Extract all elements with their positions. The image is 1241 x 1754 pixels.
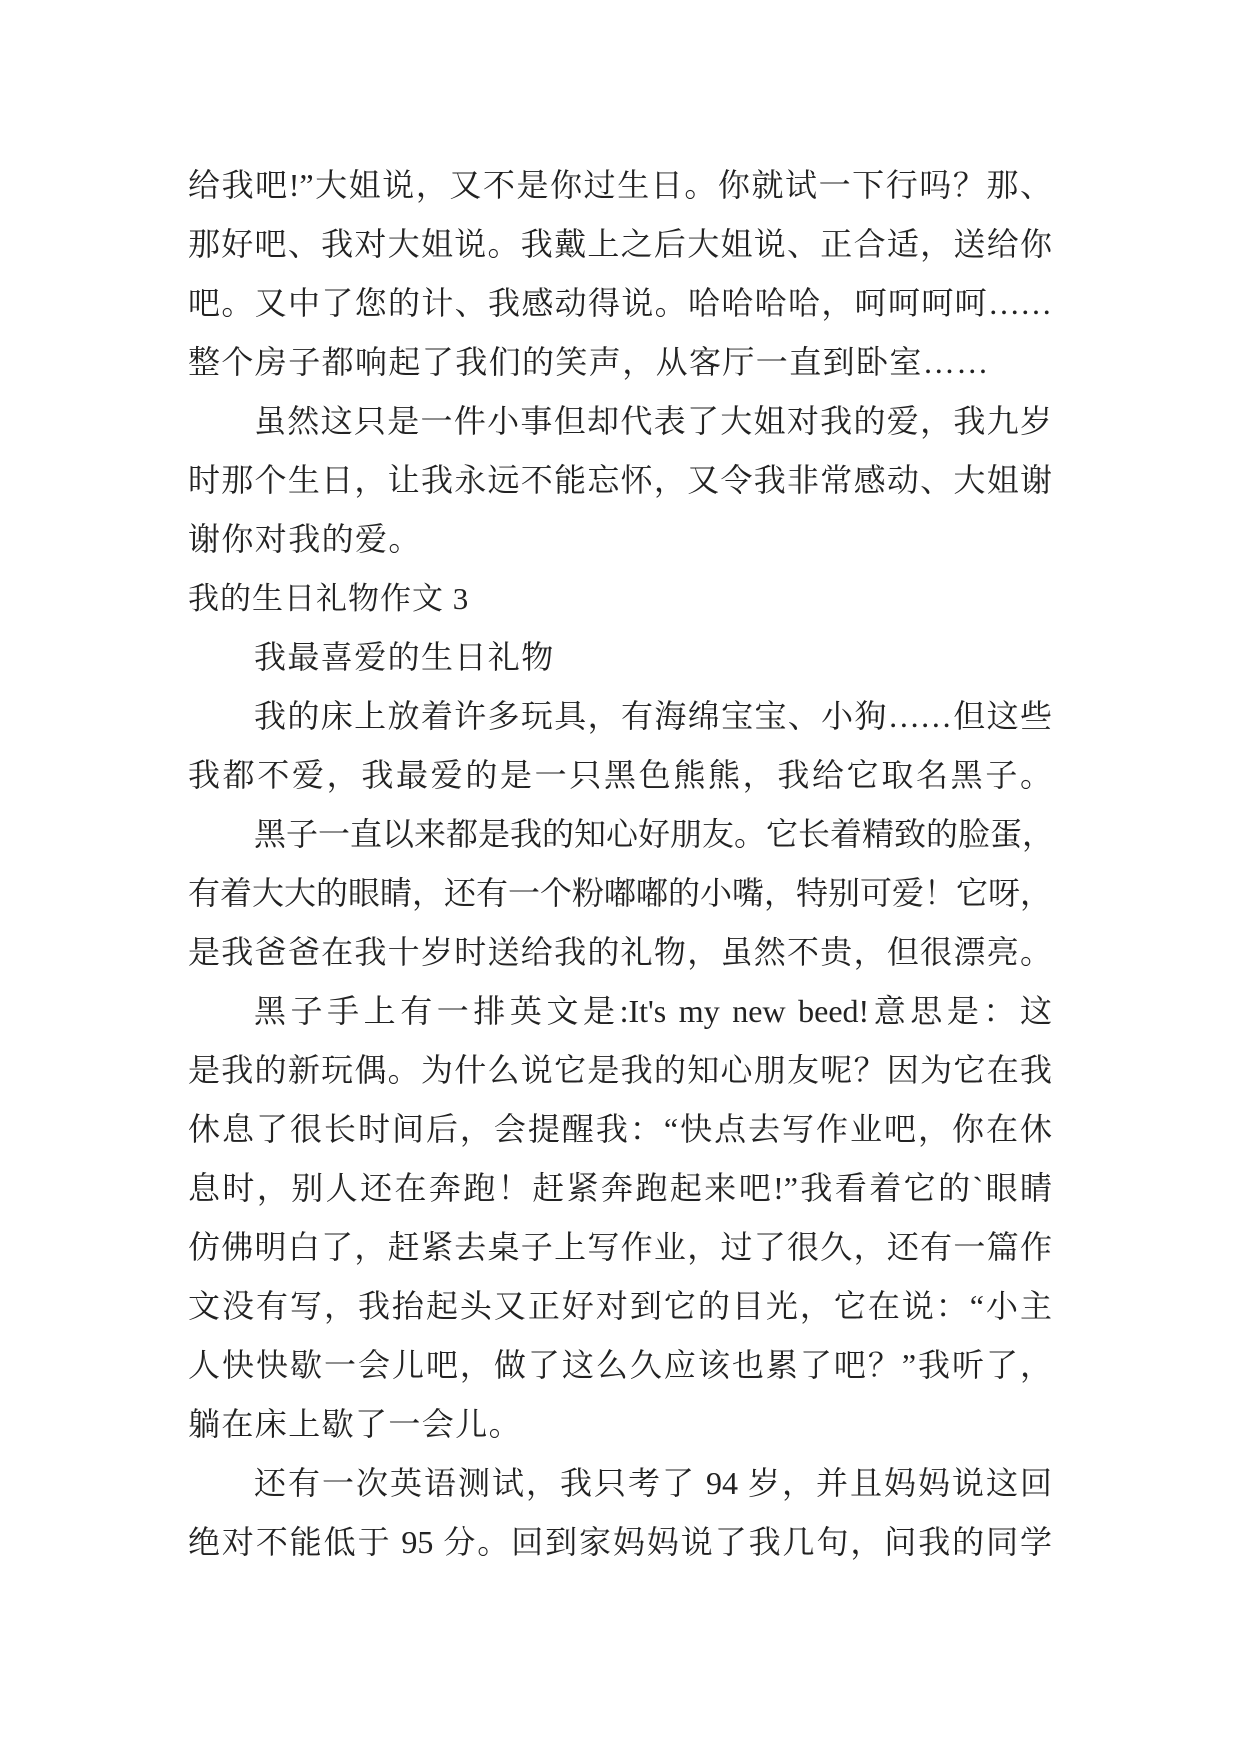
text-line: 我的床上放着许多玩具，有海绵宝宝、小狗……但这些: [254, 698, 1052, 734]
text-line: 黑子一直以来都是我的知心好朋友。它长着精致的脸蛋，: [254, 816, 1055, 852]
paragraph: [188, 156, 1052, 392]
text-line: 有着大大的眼睛，还有一个粉嘟嘟的小嘴，特别可爱！它呀，: [188, 875, 1053, 911]
text-line: 息时，别人还在奔跑！赶紧奔跑起来吧!”我看着它的`眼睛: [188, 1170, 1052, 1206]
text-line: 给我吧!”大姐说，又不是你过生日。你就试一下行吗？那、: [188, 167, 1052, 203]
paragraph: [188, 1454, 1052, 1572]
paragraph: [188, 982, 1052, 1454]
text-line: 休息了很长时间后，会提醒我：“快点去写作业吧，你在休: [188, 1111, 1052, 1147]
text-line: 那好吧、我对大姐说。我戴上之后大姐说、正合适，送给你: [188, 226, 1052, 262]
text-line: 躺在床上歇了一会儿。: [188, 1406, 523, 1442]
text-line: 整个房子都响起了我们的笑声，从客厅一直到卧室……: [188, 344, 990, 380]
text-line: 时那个生日，让我永远不能忘怀，又令我非常感动、大姐谢: [188, 462, 1052, 498]
text-body: [188, 156, 1055, 1572]
essay-title: 我最喜爱的生日礼物: [254, 639, 555, 675]
text-line: 是我爸爸在我十岁时送给我的礼物，虽然不贵，但很漂亮。: [188, 934, 1052, 970]
text-line: 我都不爱，我最爱的是一只黑色熊熊，我给它取名黑子。: [188, 757, 1052, 793]
text-line: 谢你对我的爱。: [188, 521, 422, 557]
text-line: 吧。又中了您的计、我感动得说。哈哈哈哈，呵呵呵呵……: [188, 285, 1052, 321]
essay-heading: 我的生日礼物作文 3: [188, 581, 470, 616]
text-line: 黑子手上有一排英文是:It's my new beed!意思是：这: [254, 993, 1052, 1029]
text-line: 仿佛明白了，赶紧去桌子上写作业，过了很久，还有一篇作: [188, 1229, 1052, 1265]
text-line: 文没有写，我抬起头又正好对到它的目光，它在说：“小主: [188, 1288, 1052, 1324]
paragraph: [188, 392, 1052, 569]
text-line: 是我的新玩偶。为什么说它是我的知心朋友呢？因为它在我: [188, 1052, 1052, 1088]
paragraph: [188, 687, 1052, 805]
paragraph: [188, 805, 1055, 982]
text-line: 人快快歇一会儿吧，做了这么久应该也累了吧？”我听了，: [188, 1347, 1052, 1383]
text-line: 绝对不能低于 95 分。回到家妈妈说了我几句，问我的同学: [188, 1524, 1052, 1560]
text-line: 虽然这只是一件小事但却代表了大姐对我的爱，我九岁: [254, 403, 1052, 439]
text-line: 还有一次英语测试，我只考了 94 岁，并且妈妈说这回: [254, 1465, 1052, 1501]
